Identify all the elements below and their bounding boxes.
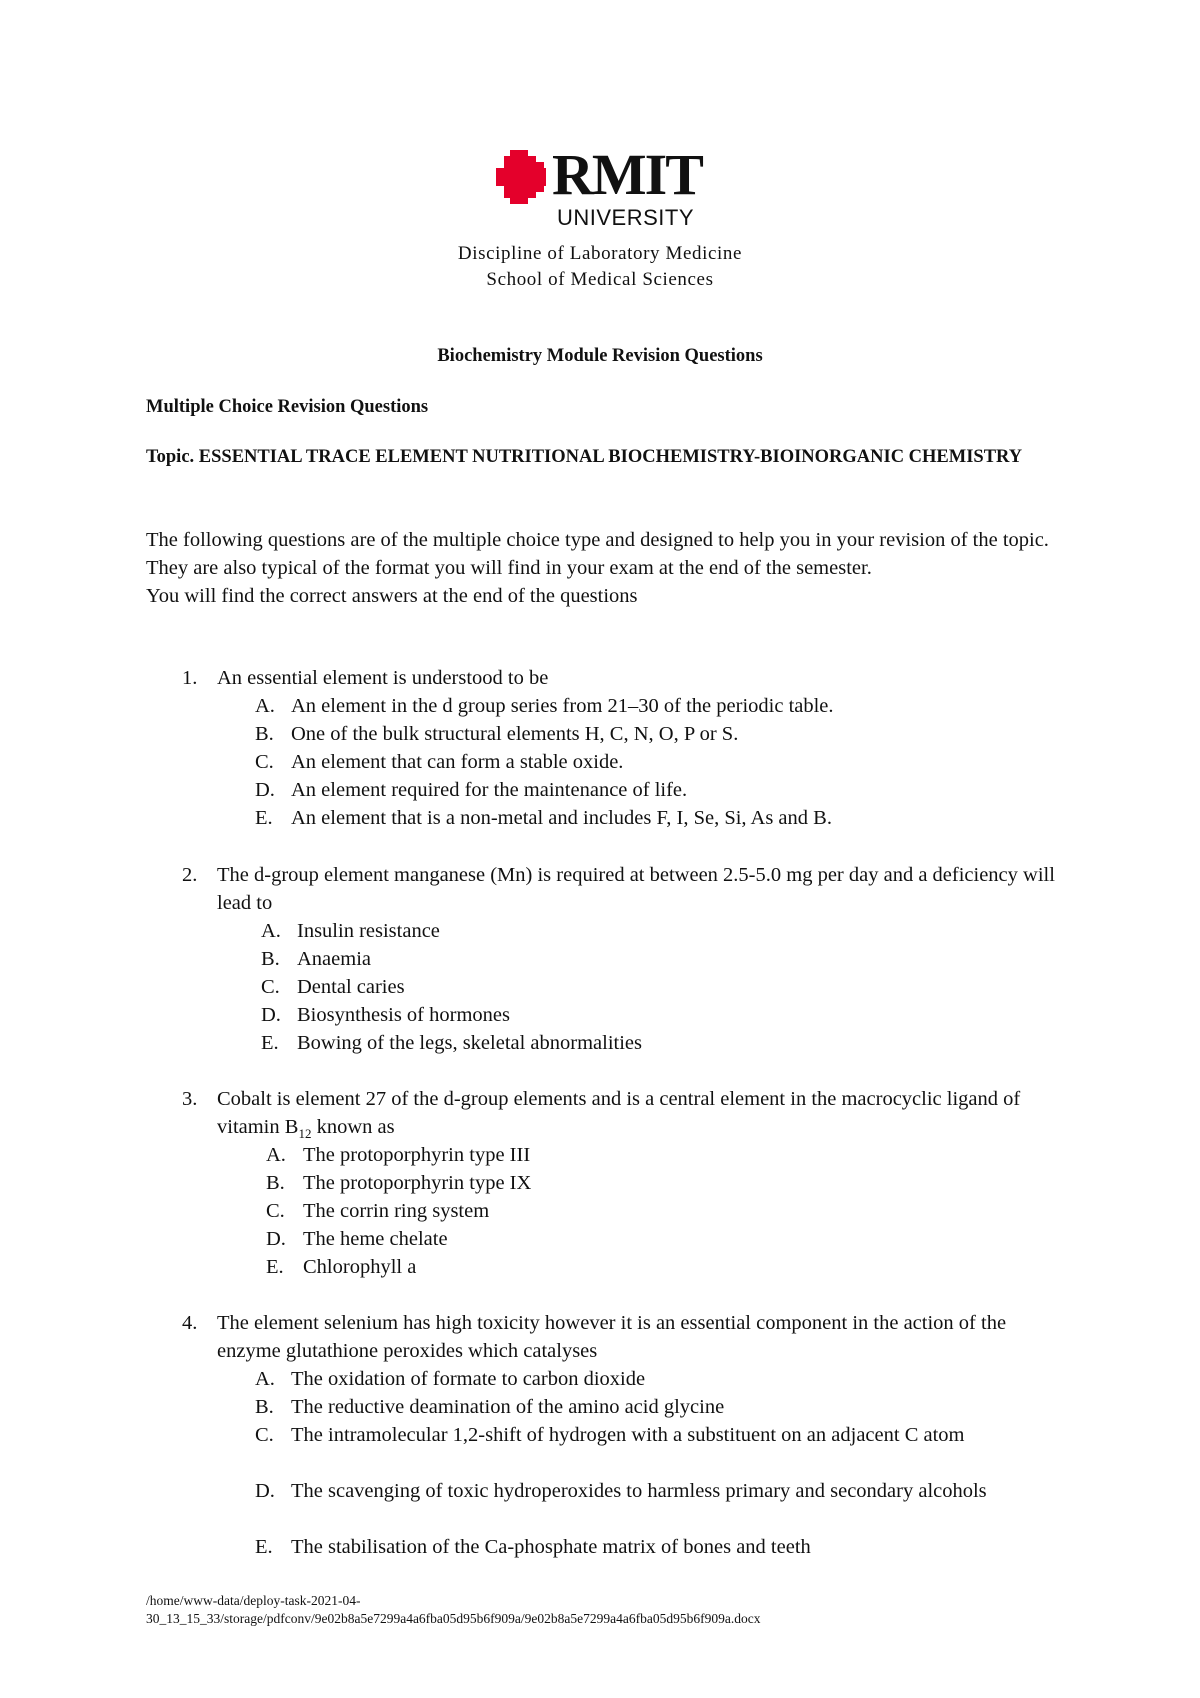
document-title: Biochemistry Module Revision Questions [437, 346, 763, 366]
option-letter: A. [255, 695, 275, 717]
topic-heading: Topic. ESSENTIAL TRACE ELEMENT NUTRITIONAL BIOCHEMISTRY-BIOINORGANIC CHEMISTRY [146, 447, 1023, 467]
option-letter: B. [266, 1172, 285, 1194]
intro-paragraph: You will find the correct answers at the end of the questions [146, 584, 638, 607]
logo-wordmark: RMIT [552, 142, 702, 207]
question-number: 4. [182, 1312, 198, 1334]
option-letter: E. [266, 1256, 284, 1278]
intro-text [146, 527, 1056, 610]
option-letter: E. [255, 1536, 273, 1558]
option-letter: C. [255, 751, 274, 773]
option-letter: D. [266, 1228, 286, 1250]
option-letter: D. [255, 1480, 275, 1502]
option-text: The protoporphyrin type IX [303, 1172, 532, 1194]
footer-line: 30_13_15_33/storage/pdfconv/9e02b8a5e7299a4a6fba05d95b6f909a/9e02b8a5e7299a4a6fba05d95b6f909a.docx [146, 1611, 761, 1626]
option-letter: D. [261, 1004, 281, 1026]
question-number: 2. [182, 864, 198, 886]
option-text: An element in the d group series from 21–30 of the periodic table. [291, 695, 834, 717]
question-stem: The d-group element manganese (Mn) is required at between 2.5-5.0 mg per day and a deficiency will lead to [217, 864, 1055, 914]
option-letter: C. [255, 1424, 274, 1446]
option-text: Biosynthesis of hormones [297, 1004, 510, 1026]
option-letter: C. [266, 1200, 285, 1222]
option-letter: A. [261, 920, 281, 942]
logo-subtitle: UNIVERSITY [557, 205, 695, 230]
option-letter: E. [255, 807, 273, 829]
question-stem [217, 1086, 1057, 1142]
rmit-pixel-mark-icon [496, 150, 548, 204]
option-letter: E. [261, 1032, 279, 1054]
option-letter: B. [255, 1396, 274, 1418]
option-letter: C. [261, 976, 280, 998]
question-number: 3. [182, 1088, 198, 1110]
file-path-footer [146, 1592, 760, 1628]
option-text: Dental caries [297, 976, 405, 998]
option-text: Bowing of the legs, skeletal abnormalities [297, 1032, 643, 1054]
option-text: The corrin ring system [303, 1200, 490, 1222]
option-text: The stabilisation of the Ca-phosphate matrix of bones and teeth [291, 1536, 811, 1558]
section-heading: Multiple Choice Revision Questions [146, 397, 429, 417]
stem-text: Cobalt is element 27 of the d-group elements and is a central element in the macrocyclic ligand of vitamin B [217, 1088, 1021, 1138]
question-stem: The element selenium has high toxicity however it is an essential component in the action of the enzyme glutathione peroxides which catalyses [217, 1312, 1007, 1362]
option-letter: B. [261, 948, 280, 970]
question-number: 1. [182, 667, 198, 689]
option-text: One of the bulk structural elements H, C, N, O, P or S. [291, 723, 739, 745]
option-text: The oxidation of formate to carbon dioxide [291, 1368, 646, 1390]
stem-text: known as [311, 1115, 395, 1138]
rmit-logo [496, 142, 708, 234]
option-letter: A. [255, 1368, 275, 1390]
intro-paragraph: The following questions are of the multiple choice type and designed to help you in your revision of the topic. [146, 529, 1049, 551]
stem-subscript: 12 [298, 1125, 312, 1141]
option-text: Chlorophyll a [303, 1256, 417, 1278]
option-text: An element that can form a stable oxide. [291, 751, 624, 773]
option-letter: D. [255, 779, 275, 801]
option-text: The scavenging of toxic hydroperoxides to harmless primary and secondary alcohols [291, 1480, 987, 1502]
intro-paragraph: They are also typical of the format you will find in your exam at the end of the semester. [146, 556, 872, 579]
option-text: Insulin resistance [297, 920, 440, 942]
option-text: The protoporphyrin type III [303, 1144, 531, 1166]
option-text: Anaemia [297, 948, 371, 970]
option-letter: A. [266, 1144, 286, 1166]
discipline-line: Discipline of Laboratory Medicine [457, 243, 743, 264]
question-stem: An essential element is understood to be [217, 667, 549, 689]
school-line: School of Medical Sciences [486, 269, 714, 290]
option-text: The heme chelate [303, 1228, 448, 1250]
option-letter: B. [255, 723, 274, 745]
option-text: The intramolecular 1,2-shift of hydrogen with a substituent on an adjacent C atom [291, 1424, 965, 1446]
footer-line: /home/www-data/deploy-task-2021-04- [146, 1593, 361, 1608]
option-text: The reductive deamination of the amino acid glycine [291, 1396, 725, 1418]
option-text: An element that is a non-metal and includes F, I, Se, Si, As and B. [291, 807, 832, 829]
option-text: An element required for the maintenance of life. [291, 779, 688, 801]
